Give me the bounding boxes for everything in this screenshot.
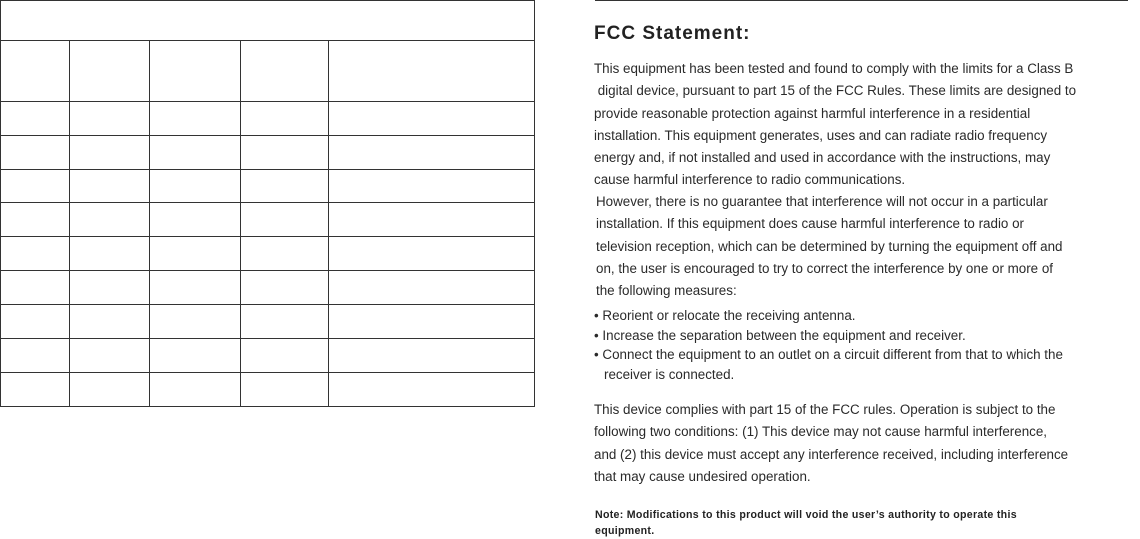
blank-table	[0, 0, 534, 407]
text-line: equipment.	[595, 524, 1017, 539]
table-cell	[1, 169, 70, 203]
table-cell	[1, 101, 70, 135]
text-line: provide reasonable protection against harmful interference in a residential	[594, 103, 1076, 125]
table-row	[1, 372, 535, 406]
fcc-paragraph-3	[594, 399, 1068, 488]
table-cell	[70, 271, 150, 305]
text-line: digital device, pursuant to part 15 of the FCC Rules. These limits are designed to	[594, 80, 1076, 102]
list-item: • Reorient or relocate the receiving antenna.	[594, 306, 1063, 326]
text-line: Note: Modifications to this product will void the user’s authority to operate this	[595, 508, 1017, 524]
table-cell	[70, 237, 150, 271]
table-row	[1, 339, 535, 373]
table-cell	[329, 305, 535, 339]
table-cell	[241, 339, 329, 373]
table-cell	[241, 135, 329, 169]
header-cell	[150, 41, 241, 102]
table-cell	[70, 372, 150, 406]
table-title-row	[1, 1, 535, 41]
text-line: This device complies with part 15 of the FCC rules. Operation is subject to the	[594, 399, 1068, 421]
table-cell	[241, 305, 329, 339]
text-line: This equipment has been tested and found to comply with the limits for a Class B	[594, 58, 1076, 80]
header-cell	[1, 41, 70, 102]
table-cell	[150, 305, 241, 339]
table-cell	[150, 101, 241, 135]
table-row	[1, 203, 535, 237]
text-line: cause harmful interference to radio communications.	[594, 169, 1076, 191]
table-cell	[329, 169, 535, 203]
table-cell	[70, 101, 150, 135]
table-cell	[70, 203, 150, 237]
text-line: television reception, which can be determined by turning the equipment off and	[596, 236, 1063, 258]
table-cell	[150, 237, 241, 271]
table-cell	[70, 339, 150, 373]
text-line: energy and, if not installed and used in accordance with the instructions, may	[594, 147, 1076, 169]
table-cell	[150, 135, 241, 169]
table-cell	[241, 203, 329, 237]
table-cell	[70, 305, 150, 339]
measures-list	[594, 306, 1063, 384]
table-cell	[329, 203, 535, 237]
table-cell	[150, 203, 241, 237]
text-line: that may cause undesired operation.	[594, 466, 1068, 488]
table-cell	[1, 135, 70, 169]
table-cell	[1, 305, 70, 339]
text-line: the following measures:	[596, 280, 1063, 302]
ruled-grid	[0, 0, 535, 407]
table-cell	[1, 372, 70, 406]
table-cell	[329, 339, 535, 373]
fcc-paragraph-2	[596, 191, 1063, 302]
text-line: However, there is no guarantee that interference will not occur in a particular	[596, 191, 1063, 213]
table-cell	[70, 135, 150, 169]
top-rule	[595, 0, 1128, 1]
table-cell	[1, 237, 70, 271]
table-cell	[1, 271, 70, 305]
table-cell	[70, 169, 150, 203]
table-cell	[150, 339, 241, 373]
fcc-heading: FCC Statement:	[594, 23, 751, 45]
table-cell	[329, 135, 535, 169]
modification-note	[595, 508, 1017, 539]
list-item-text: • Connect the equipment to an outlet on a circuit different from that to which the	[594, 347, 1063, 362]
table-cell	[241, 237, 329, 271]
text-line: on, the user is encouraged to try to correct the interference by one or more of	[596, 258, 1063, 280]
fcc-paragraph-1	[594, 58, 1076, 192]
table-cell	[150, 169, 241, 203]
text-line: and (2) this device must accept any interference received, including interference	[594, 444, 1068, 466]
text-line: installation. If this equipment does cause harmful interference to radio or	[596, 213, 1063, 235]
header-cell	[70, 41, 150, 102]
table-cell	[1, 203, 70, 237]
table-row	[1, 135, 535, 169]
table-cell	[241, 271, 329, 305]
table-cell	[241, 372, 329, 406]
table-row	[1, 169, 535, 203]
header-cell	[241, 41, 329, 102]
list-item: • Increase the separation between the equipment and receiver.	[594, 326, 1063, 346]
text-line: installation. This equipment generates, uses and can radiate radio frequency	[594, 125, 1076, 147]
header-cell	[329, 41, 535, 102]
table-cell	[150, 271, 241, 305]
list-item	[594, 345, 1063, 384]
table-row	[1, 271, 535, 305]
table-title-cell	[1, 1, 535, 41]
table-header-row	[1, 41, 535, 102]
table-cell	[1, 339, 70, 373]
table-row	[1, 237, 535, 271]
table-cell	[329, 271, 535, 305]
table-cell	[241, 101, 329, 135]
list-item-continuation: receiver is connected.	[594, 365, 1063, 385]
table-cell	[150, 372, 241, 406]
table-cell	[329, 101, 535, 135]
table-cell	[329, 237, 535, 271]
text-line: following two conditions: (1) This device may not cause harmful interference,	[594, 421, 1068, 443]
table-cell	[241, 169, 329, 203]
table-row	[1, 305, 535, 339]
table-row	[1, 101, 535, 135]
table-cell	[329, 372, 535, 406]
